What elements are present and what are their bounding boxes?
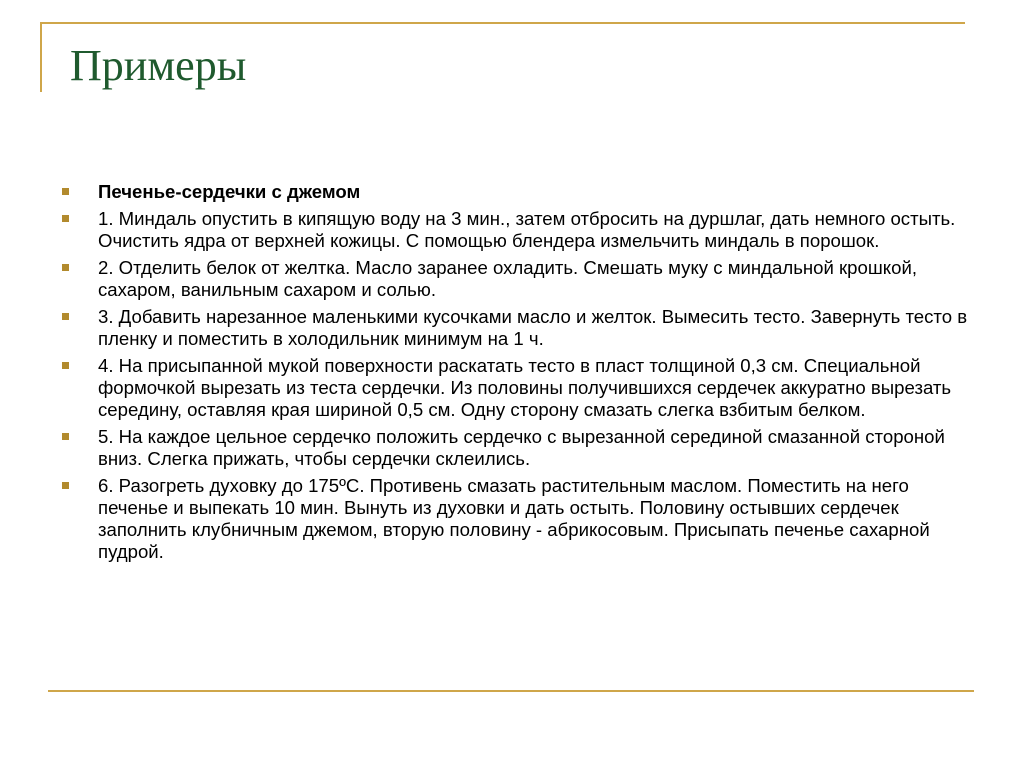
square-bullet-icon: [62, 313, 69, 320]
bottom-rule: [48, 690, 974, 692]
step-text: 1. Миндаль опустить в кипящую воду на 3 мин., затем отбросить на дуршлаг, дать немного остыть. Очистить ядра от верхней кожицы. С помощью блендера измельчить миндаль в порошок.: [98, 208, 956, 251]
square-bullet-icon: [62, 362, 69, 369]
square-bullet-icon: [62, 215, 69, 222]
step-text: 6. Разогреть духовку до 175ºС. Противень смазать растительным маслом. Поместить на него печенье и выпекать 10 мин. Вынуть из духовки и дать остыть. Половину остывших сердечек заполнить клубничным джемом, вторую половину - абрикосовым. Присыпать печенье сахарной пудрой.: [98, 475, 930, 562]
list-item: [62, 426, 982, 470]
list-item: [62, 181, 982, 203]
step-text: 3. Добавить нарезанное маленькими кусочками масло и желток. Вымесить тесто. Завернуть тесто в пленку и поместить в холодильник минимум на 1 ч.: [98, 306, 968, 349]
list-item: [62, 475, 982, 563]
top-rule: [40, 22, 965, 24]
list-item: [62, 355, 982, 421]
square-bullet-icon: [62, 264, 69, 271]
left-rule: [40, 22, 42, 92]
bullet-list: [62, 181, 982, 568]
recipe-heading: Печенье-сердечки с джемом: [98, 181, 361, 202]
slide-title: Примеры: [70, 41, 247, 90]
step-text: 2. Отделить белок от желтка. Масло заранее охладить. Смешать муку с миндальной крошкой, сахаром, ванильным сахаром и солью.: [98, 257, 918, 300]
list-item: [62, 257, 982, 301]
step-text: 4. На присыпанной мукой поверхности раскатать тесто в пласт толщиной 0,3 см. Специальной формочкой вырезать из теста сердечки. Из половины получившихся сердечек аккуратно вырезать середину, оставляя края шириной 0,5 см. Одну сторону смазать слегка взбитым белком.: [98, 355, 952, 420]
list-item: [62, 208, 982, 252]
square-bullet-icon: [62, 433, 69, 440]
square-bullet-icon: [62, 482, 69, 489]
step-text: 5. На каждое цельное сердечко положить сердечко с вырезанной серединой смазанной стороной вниз. Слегка прижать, чтобы сердечки склеились.: [98, 426, 945, 469]
square-bullet-icon: [62, 188, 69, 195]
list-item: [62, 306, 982, 350]
